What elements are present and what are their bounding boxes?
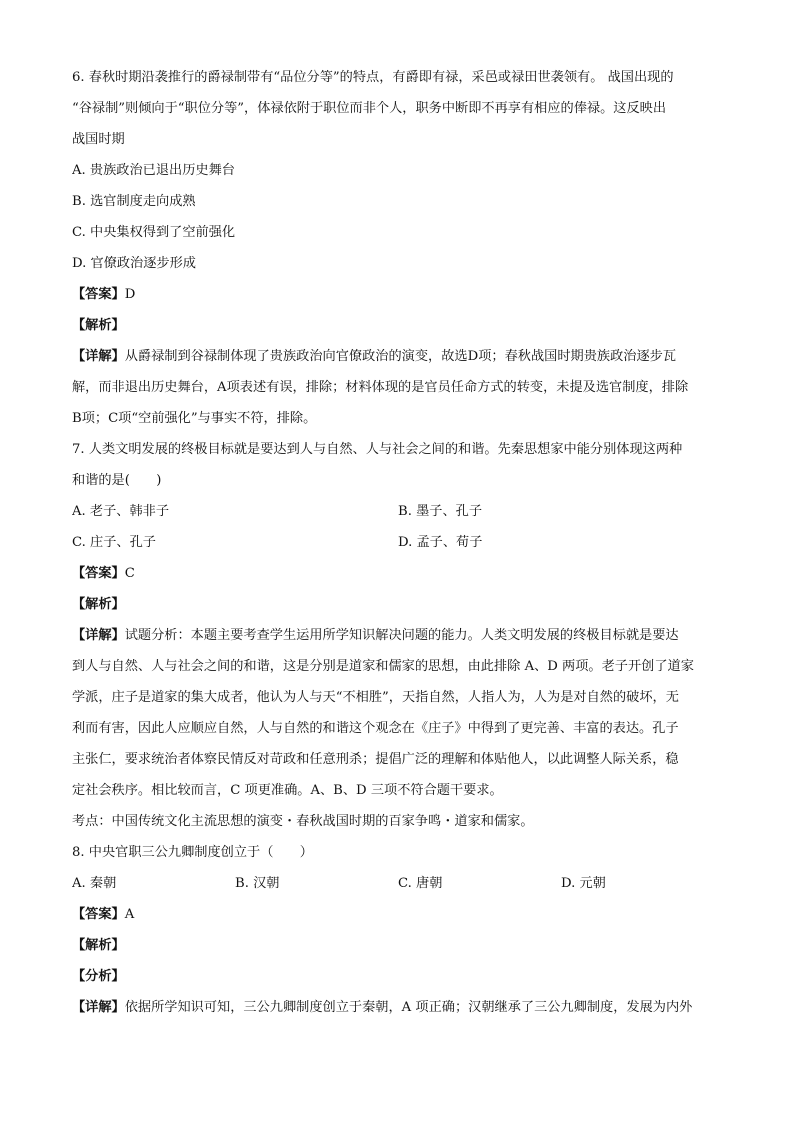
question-7-stem-line-2: 和谐的是( )	[72, 473, 162, 488]
question-8-option-b: B. 汉朝	[235, 876, 280, 891]
question-6-option-c: C. 中央集权得到了空前强化	[72, 225, 236, 240]
question-7-option-d: D. 孟子、荀子	[398, 535, 483, 550]
question-6-detail-line-3: B项；C项“空前强化”与事实不符，排除。	[72, 411, 317, 426]
question-7-kaodian: 考点：中国传统文化主流思想的演变・春秋战国时期的百家争鸣・道家和儒家。	[72, 814, 534, 829]
question-7-analysis-tag	[72, 589, 724, 620]
question-6-detail-line-2: 解，而非退出历史舞台，A项表述有误，排除；材料体现的是官员任命方式的转变，未提及选官制度，排除	[72, 380, 689, 395]
question-7-stem-line-1: 7. 人类文明发展的终极目标就是要达到人与自然、人与社会之间的和谐。先秦思想家中能分别体现这两种	[72, 442, 683, 457]
question-7-detail-line-4: 利而有害，因此人应顺应自然，人与自然的和谐这个观念在《庄子》中得到了更完善、丰富的表达。孔子	[72, 721, 679, 736]
detail-tag: 【详解】	[72, 1000, 125, 1015]
answer-tag: 【答案】	[72, 287, 125, 302]
question-6	[72, 62, 724, 434]
question-8-option-a: A. 秦朝	[72, 876, 117, 891]
question-7-answer	[72, 558, 724, 589]
question-8-stem: 8. 中央官职三公九卿制度创立于（ ）	[72, 845, 313, 860]
analysis-tag: 【解析】	[72, 318, 125, 333]
question-6-option-b: B. 选官制度走向成熟	[72, 194, 196, 209]
question-6-option-a: A. 贵族政治已退出历史舞台	[72, 163, 235, 178]
question-8-answer	[72, 899, 724, 930]
document-page	[72, 62, 724, 1023]
question-8	[72, 837, 724, 1023]
answer-value: C	[124, 566, 135, 581]
question-7-detail-line-2: 到人与自然、人与社会之间的和谐，这是分别是道家和儒家的思想，由此排除 A、D 两项。老子开创了道家	[72, 659, 694, 674]
question-7-detail-line-6: 定社会秩序。相比较而言，C 项更准确。A、B、D 三项不符合题干要求。	[72, 783, 503, 798]
question-7-detail-line-1	[72, 620, 724, 651]
analysis-tag: 【解析】	[72, 938, 125, 953]
question-8-fenxi-tag	[72, 961, 724, 992]
question-7-detail-line-5: 主张仁，要求统治者体察民情反对苛政和任意刑杀；提倡广泛的理解和体贴他人，以此调整人际关系，稳	[72, 752, 679, 767]
question-7-options-row-2	[72, 527, 724, 558]
question-6-stem-line-3: 战国时期	[72, 132, 125, 147]
question-8-analysis-tag	[72, 930, 724, 961]
question-8-detail-line-1	[72, 992, 724, 1023]
answer-tag: 【答案】	[72, 566, 125, 581]
question-6-answer	[72, 279, 724, 310]
analysis-tag: 【解析】	[72, 597, 125, 612]
question-6-stem-line-1: 6. 春秋时期沿袭推行的爵禄制带有“品位分等”的特点，有爵即有禄，采邑或禄田世袭领有。 战国出现的	[72, 70, 674, 85]
answer-tag: 【答案】	[72, 907, 125, 922]
question-7-option-b: B. 墨子、孔子	[398, 504, 483, 519]
detail-text: 试题分析：本题主要考查学生运用所学知识解决问题的能力。人类文明发展的终极目标就是要达	[124, 628, 679, 643]
question-8-options-row	[72, 868, 724, 899]
question-6-stem-line-2: “谷禄制”则倾向于“职位分等”，体禄依附于职位而非个人，职务中断即不再享有相应的俸禄。这反映出	[72, 101, 667, 116]
question-7-option-a: A. 老子、韩非子	[72, 504, 170, 519]
answer-value: D	[124, 287, 136, 302]
detail-tag: 【详解】	[72, 628, 125, 643]
question-8-option-c: C. 唐朝	[398, 876, 443, 891]
question-7-detail-line-3: 学派，庄子是道家的集大成者，他认为人与天“不相胜”，天指自然，人指人为，人为是对自然的破坏，无	[72, 690, 679, 705]
question-7-options-row-1	[72, 496, 724, 527]
question-8-option-d: D. 元朝	[561, 876, 606, 891]
fenxi-tag: 【分析】	[72, 969, 125, 984]
question-6-analysis-tag	[72, 310, 724, 341]
answer-value: A	[124, 907, 135, 922]
question-7	[72, 434, 724, 837]
detail-text: 从爵禄制到谷禄制体现了贵族政治向官僚政治的演变，故选D项；春秋战国时期贵族政治逐步瓦	[124, 349, 677, 364]
detail-text: 依据所学知识可知，三公九卿制度创立于秦朝，A 项正确；汉朝继承了三公九卿制度，发展为内外	[124, 1000, 693, 1015]
question-7-option-c: C. 庄子、孔子	[72, 535, 156, 550]
question-6-option-d: D. 官僚政治逐步形成	[72, 256, 196, 271]
detail-tag: 【详解】	[72, 349, 125, 364]
question-6-detail-line-1	[72, 341, 724, 372]
